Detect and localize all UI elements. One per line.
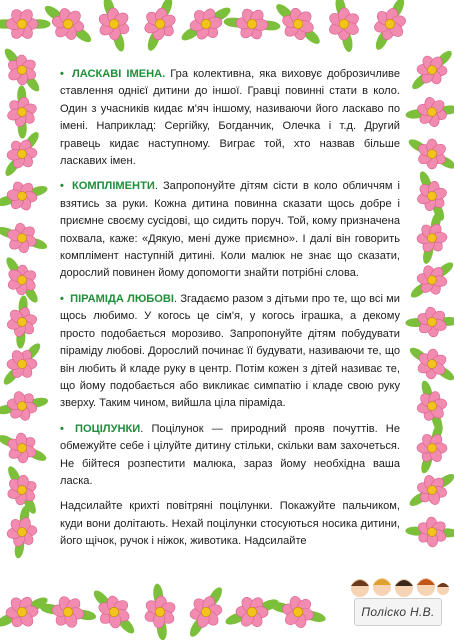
flower-icon	[223, 7, 281, 41]
flower-icon	[405, 96, 454, 128]
flower-icon	[416, 379, 448, 432]
flower-icon	[327, 0, 361, 53]
flower-icon	[0, 7, 51, 40]
flower-icon	[407, 471, 454, 508]
flower-icon	[0, 180, 49, 212]
game-text: Гра колективна, яка виховує доброзичливе ставлення однієї дитини до іншої. Гравці повинні стати в коло. Один з учасників кидає м'яч іншому, називаючи його ласкаво по імені. Наприклад: Сергійку, Богданчик, Олечка і т.д. Другий гравець кидає наступному. Виграє той, хто назвав більше ласкавих імен.	[60, 68, 400, 168]
flower-icon	[407, 137, 454, 171]
bullet-icon: •	[60, 68, 64, 80]
flower-icon	[0, 222, 49, 253]
flower-icon	[410, 48, 454, 91]
game-title: ЛАСКАВІ ІМЕНА.	[71, 68, 166, 80]
flower-icon	[224, 595, 280, 629]
game-section-compliments	[60, 178, 400, 282]
flower-icon	[274, 1, 323, 46]
flower-icon	[143, 583, 177, 640]
flower-icon	[6, 464, 39, 515]
flower-icon	[187, 585, 225, 639]
game-section-affectionate-names	[60, 66, 400, 170]
flower-icon	[6, 295, 38, 349]
closing-paragraph: Надсилайте крихті повітряні поцілунки. Покажуйте пальчиком, куди вони долітають. Нехай поцілунки стосуються носика дитини, його щічок, ручок і ніжок, животика. Надсилайте	[60, 500, 400, 548]
flower-icon	[269, 595, 327, 629]
bullet-icon: •	[60, 180, 64, 193]
flower-icon	[39, 595, 97, 629]
flower-icon	[408, 345, 454, 383]
bullet-icon: •	[60, 292, 64, 305]
game-title: ПОЦІЛУНКИ	[75, 422, 141, 435]
author-signature: Поліско Н.В.	[354, 598, 442, 626]
game-text: . Запропонуйте дітям сісти в коло обличчям і взятись за руки. Кожна дитина повинна сказати щось добре і приємне своєму сусідові, що сидить поруч. Той, кому призначена похвала, каже: «Дякую, мені дуже приємно». І далі він говорить комплімент наступній дитині. Коли малюк не знає що сказати, дорослий повинен йому допомогти знайти потрібні слова.	[60, 180, 400, 280]
game-text: . Згадаємо разом з дітьми про те, що всі ми щось любимо. У когось це сім'я, у когось іграшка, а декому просто подобається морозиво. Запропонуйте дітям побудувати піраміду любові. Дорослий починає її будувати, називаючи те, що він любить й кладе руку в центр. Потім кожен з дітей називає те, що йому подобається або викликає симпатію і кладе свою руку зверху. Таким чином, вийшла ціла піраміда.	[60, 292, 400, 410]
flower-icon	[91, 588, 137, 636]
article-body	[60, 66, 400, 557]
flower-icon	[179, 5, 232, 43]
flower-icon	[6, 85, 38, 138]
flower-icon	[405, 306, 454, 337]
flower-icon	[409, 260, 454, 300]
flower-icon	[1, 341, 43, 387]
flower-icon	[0, 433, 48, 464]
flower-icon	[416, 170, 448, 222]
flower-icon	[97, 0, 131, 53]
game-title: КОМПЛІМЕНТИ	[71, 180, 155, 193]
flower-icon	[373, 0, 407, 52]
flower-icon	[405, 517, 454, 547]
flower-icon	[0, 595, 50, 629]
game-section-kisses	[60, 421, 400, 491]
game-section-love-pyramid	[60, 291, 400, 413]
game-text: . Поцілунок — природний прояв почуттів. Не обмежуйте себе і цілуйте дитину стільки, скільки вам захочеться. Не бійтеся розпестити малюка, зараз йому необхідна ваша ласка.	[60, 422, 400, 487]
flower-icon	[0, 390, 49, 422]
flower-icon	[143, 0, 177, 52]
flower-icon	[417, 421, 447, 474]
game-title: ПІРАМІДА ЛЮБОВІ	[70, 292, 175, 305]
bullet-icon: •	[60, 422, 64, 435]
